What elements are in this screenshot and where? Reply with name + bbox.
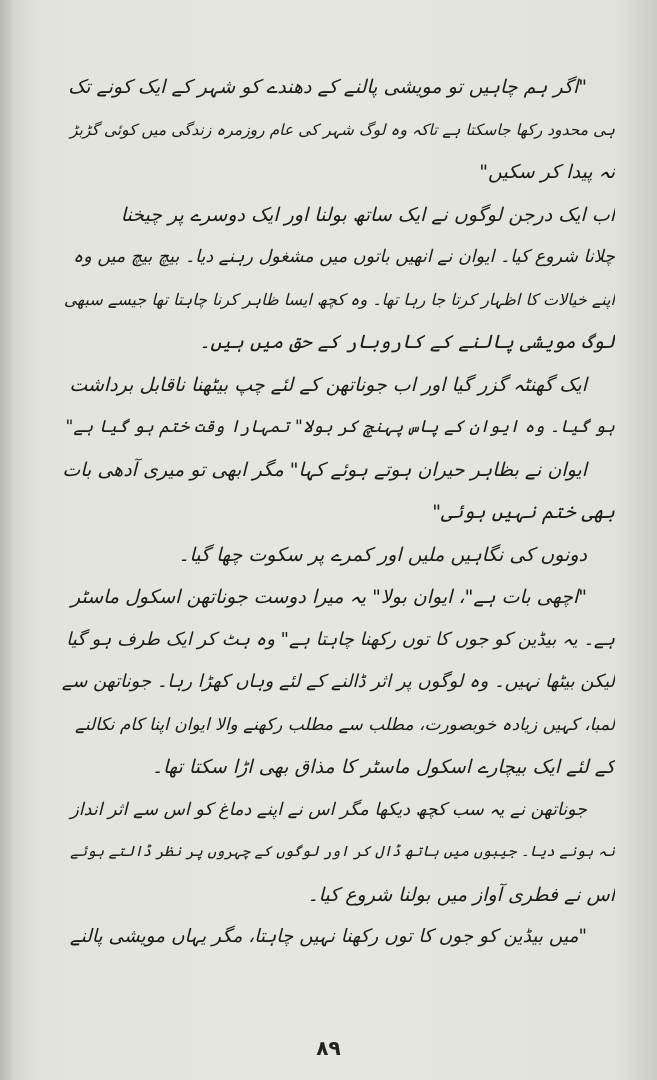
text-line: "اچھی بات ہے"، ایوان بولا" یہ میرا دوست جوناتھن اسکول ماسٹر <box>70 586 587 608</box>
text-line: اب ایک درجن لوگوں نے ایک ساتھ بولنا اور ایک دوسرے پر چیخنا <box>120 203 615 226</box>
page-binding-shadow <box>0 0 14 1080</box>
text-line: نہ پیدا کر سکیں" <box>479 161 615 183</box>
text-line: ایک گھنٹہ گزر گیا اور اب جوناتھن کے لئے چپ بیٹھنا ناقابل برداشت <box>69 373 587 396</box>
text-line: اپنے خیالات کا اظہار کرتا جا رہا تھا۔ وہ کچھ ایسا ظاہر کرنا چاہتا تھا جیسے سبھی <box>63 289 615 309</box>
text-line: نہ ہونے دیا۔ جیبوں میں ہاتھ ڈال کر اور لوگوں کے چہروں پر نظر ڈالتے ہوئے <box>70 844 615 860</box>
text-line: اس نے فطری آواز میں بولنا شروع کیا۔ <box>307 883 615 906</box>
text-line: لیکن بیٹھا نہیں۔ وہ لوگوں پر اثر ڈالنے کے لئے وہاں کھڑا رہا۔ جوناتھن سے <box>61 671 615 692</box>
text-line: لوگ مویشی پالنے کے کاروبار کے حق میں ہیں۔ <box>199 331 615 353</box>
text-line: دونوں کی نگاہیں ملیں اور کمرے پر سکوت چھا گیا۔ <box>178 543 587 566</box>
text-line: "اگر ہم چاہیں تو مویشی پالنے کے دھندے کو شہر کے ایک کونے تک <box>68 76 587 98</box>
page-number: ۸۹ <box>316 1036 341 1060</box>
text-line: لمبا، کہیں زیادہ خوبصورت، مطلب سے مطلب رکھنے والا ایوان اپنا کام نکالنے <box>74 714 615 735</box>
text-line: بھی ختم نہیں ہوئی" <box>432 501 615 523</box>
page-text-body <box>60 66 615 959</box>
text-line: کے لئے ایک بیچارے اسکول ماسٹر کا مذاق بھی اڑا سکتا تھا۔ <box>151 756 615 778</box>
text-line: چلانا شروع کیا۔ ایوان نے انھیں باتوں میں مشغول رہنے دیا۔ بیچ بیچ میں وہ <box>73 247 615 267</box>
text-line: ہو گیا۔ وہ ایوان کے پاس پہنچ کر بولا" تمہارا وقت ختم ہو گیا ہے" <box>65 417 615 437</box>
text-line: ہی محدود رکھا جاسکتا ہے تاکہ وہ لوگ شہر کی عام روزمرہ زندگی میں کوئی گڑبڑ <box>70 120 615 139</box>
text-line: ہے۔ یہ بیڈین کو جوں کا توں رکھنا چاہتا ہے" وہ ہٹ کر ایک طرف ہو گیا <box>66 628 615 650</box>
text-line: ایوان نے بظاہر حیران ہوتے ہوئے کہا" مگر ابھی تو میری آدھی بات <box>62 458 587 481</box>
text-line: جوناتھن نے یہ سب کچھ دیکھا مگر اس نے اپنے دماغ کو اس سے اثر انداز <box>70 799 587 820</box>
text-line: "میں بیڈین کو جوں کا توں رکھنا نہیں چاہتا، مگر یہاں مویشی پالنے <box>69 926 587 947</box>
